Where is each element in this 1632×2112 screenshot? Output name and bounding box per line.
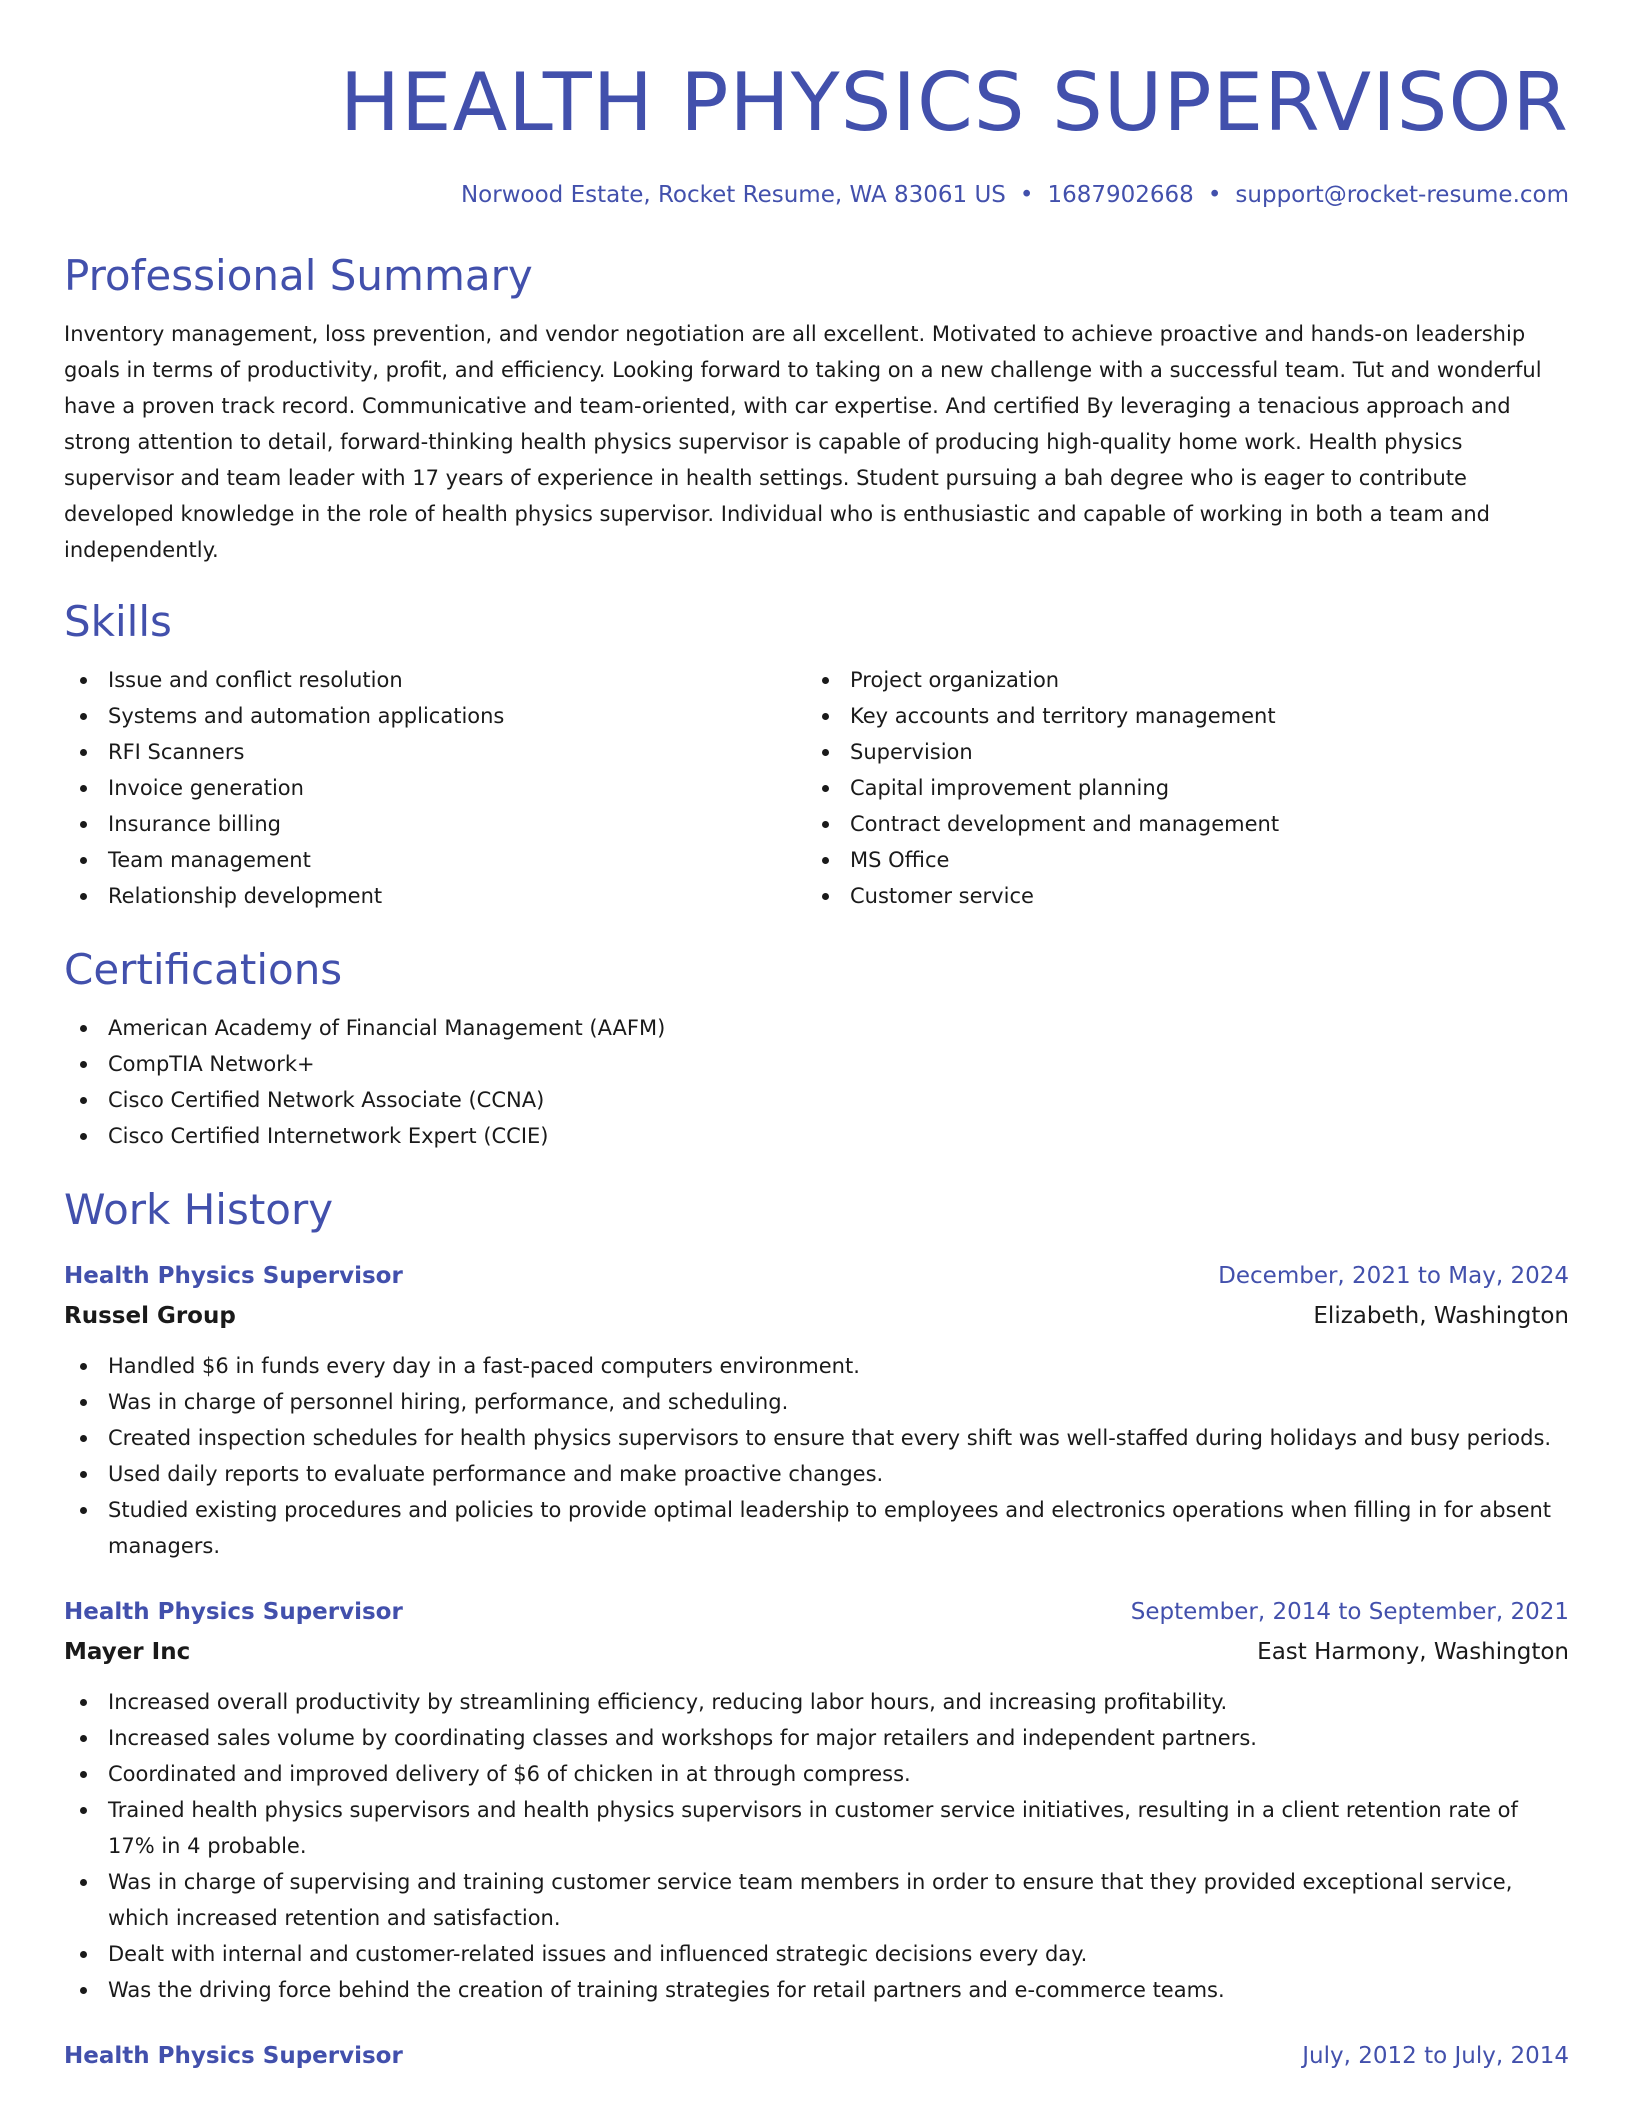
contact-email[interactable]: support@rocket-resume.com (1235, 182, 1569, 208)
job-location: Elizabeth, Washington (1313, 1303, 1569, 1329)
candidate-name: HEALTH PHYSICS SUPERVISOR (339, 56, 1569, 149)
certifications-heading: Certifications (64, 945, 343, 994)
job-bullet: Was in charge of supervising and training customer service team members in order to ensure that they provided exceptional service, which increased retention and satisfaction. (64, 1864, 1569, 1936)
resume-header (64, 0, 1569, 210)
skill-item: Supervision (806, 734, 1548, 770)
contact-phone: 1687902668 (1047, 182, 1194, 208)
job-entry (64, 2038, 1569, 2074)
job-title: Health Physics Supervisor (64, 1263, 403, 1289)
job-dates: July, 2012 to July, 2014 (1302, 2043, 1569, 2069)
skill-item: Customer service (806, 878, 1548, 914)
job-dates: September, 2014 to September, 2021 (1130, 1599, 1569, 1625)
contact-address: Norwood Estate, Rocket Resume, WA 83061 US (460, 182, 1006, 208)
job-bullet: Increased overall productivity by streamlining efficiency, reducing labor hours, and increasing profitability. (64, 1684, 1569, 1720)
work-history-heading: Work History (64, 1185, 334, 1234)
job-company-row (64, 1630, 1569, 1670)
job-bullet: Handled $6 in funds every day in a fast-paced computers environment. (64, 1348, 1569, 1384)
skill-item: Relationship development (64, 878, 806, 914)
job-bullet: Increased sales volume by coordinating classes and workshops for major retailers and independent partners. (64, 1720, 1569, 1756)
skill-item: Project organization (806, 662, 1548, 698)
job-bullet: Trained health physics supervisors and health physics supervisors in customer service initiatives, resulting in a client retention rate of 17% in 4 probable. (64, 1792, 1569, 1864)
skill-item: Key accounts and territory management (806, 698, 1548, 734)
skill-item: Team management (64, 842, 806, 878)
job-bullets (64, 1684, 1569, 2008)
summary-text: Inventory management, loss prevention, and vendor negotiation are all excellent. Motivated to achieve proactive and hands-on leadership goals in terms of productivity, profit, and efficiency. Looking forward to taking on a new challenge with a successful team. Tut and wonderful have a proven track record. Communicative and team-oriented, with car expertise. And certified By leveraging a tenacious approach and strong attention to detail, forward-thinking health physics supervisor is capable of producing high-quality home work. Health physics supervisor and team leader with 17 years of experience in health settings. Student pursuing a bah degree who is eager to contribute developed knowledge in the role of health physics supervisor. Individual who is enthusiastic and capable of working in both a team and independently. (64, 322, 1542, 562)
job-company: Russel Group (64, 1303, 236, 1329)
job-entry (64, 1594, 1569, 2008)
certification-item: American Academy of Financial Management (AAFM) (64, 1010, 1569, 1046)
skills-list-left (64, 662, 806, 914)
summary-heading: Professional Summary (64, 251, 533, 300)
job-bullet: Dealt with internal and customer-related issues and influenced strategic decisions every day. (64, 1936, 1569, 1972)
job-bullets (64, 1348, 1569, 1564)
job-bullet: Created inspection schedules for health physics supervisors to ensure that every shift was well-staffed during holidays and busy periods. (64, 1420, 1569, 1456)
contact-line (64, 180, 1569, 210)
skills-heading: Skills (64, 597, 172, 646)
job-header-row (64, 1258, 1569, 1294)
job-bullet: Studied existing procedures and policies to provide optimal leadership to employees and electronics operations when filling in for absent managers. (64, 1492, 1569, 1564)
job-bullet: Was in charge of personnel hiring, performance, and scheduling. (64, 1384, 1569, 1420)
job-bullet: Used daily reports to evaluate performance and make proactive changes. (64, 1456, 1569, 1492)
job-company-row (64, 1294, 1569, 1334)
contact-separator: • (1207, 182, 1222, 208)
job-company: Mayer Inc (64, 1639, 191, 1665)
skills-grid (64, 662, 1569, 914)
skill-item: MS Office (806, 842, 1548, 878)
job-entry (64, 1258, 1569, 1564)
skills-list-right (806, 662, 1548, 914)
skill-item: Invoice generation (64, 770, 806, 806)
job-header-row (64, 1594, 1569, 1630)
skill-item: Insurance billing (64, 806, 806, 842)
job-bullet: Was the driving force behind the creation of training strategies for retail partners and e-commerce teams. (64, 1972, 1569, 2008)
job-location: East Harmony, Washington (1257, 1639, 1569, 1665)
certifications-list (64, 1010, 1569, 1154)
job-title: Health Physics Supervisor (64, 2043, 403, 2069)
contact-separator: • (1019, 182, 1034, 208)
skill-item: RFI Scanners (64, 734, 806, 770)
certification-item: Cisco Certified Network Associate (CCNA) (64, 1082, 1569, 1118)
skill-item: Capital improvement planning (806, 770, 1548, 806)
skill-item: Systems and automation applications (64, 698, 806, 734)
job-title: Health Physics Supervisor (64, 1599, 403, 1625)
certification-item: CompTIA Network+ (64, 1046, 1569, 1082)
job-header-row (64, 2038, 1569, 2074)
skill-item: Contract development and management (806, 806, 1548, 842)
skill-item: Issue and conflict resolution (64, 662, 806, 698)
job-bullet: Coordinated and improved delivery of $6 of chicken in at through compress. (64, 1756, 1569, 1792)
certification-item: Cisco Certified Internetwork Expert (CCIE) (64, 1118, 1569, 1154)
job-dates: December, 2021 to May, 2024 (1218, 1263, 1569, 1289)
